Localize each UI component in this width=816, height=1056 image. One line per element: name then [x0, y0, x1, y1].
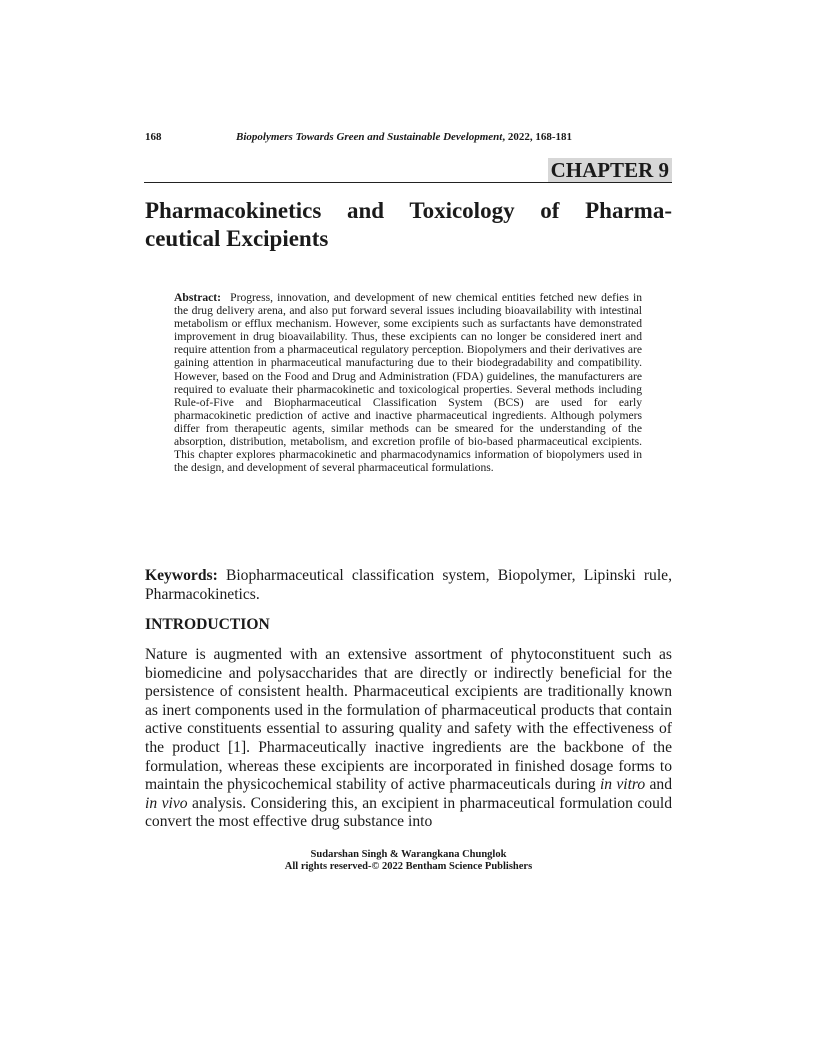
journal-citation	[236, 131, 572, 143]
journal-year-pages: , 2022, 168-181	[502, 131, 573, 143]
page-number: 168	[145, 131, 162, 143]
section-heading-introduction: INTRODUCTION	[145, 616, 270, 633]
chapter-title	[145, 197, 672, 253]
page-footer	[145, 849, 672, 873]
introduction-text-part-2: analysis. Considering this, an excipient in pharmaceutical formulation could convert the most effective drug substance into	[145, 794, 672, 831]
keywords	[145, 566, 672, 604]
introduction-joiner: and	[649, 776, 672, 794]
footer-authors: Sudarshan Singh & Warangkana Chunglok	[310, 849, 507, 860]
term-in-vitro: in vitro	[599, 776, 646, 794]
abstract	[174, 291, 642, 474]
chapter-title-line-2: ceutical Excipients	[145, 226, 329, 251]
chapter-title-line-1: Pharmacokinetics and Toxicology of Pharma-	[145, 198, 672, 223]
running-head	[145, 131, 675, 149]
journal-title: Biopolymers Towards Green and Sustainable Development	[236, 131, 503, 143]
abstract-label: Abstract:	[174, 291, 222, 304]
term-in-vivo: in vivo	[145, 794, 188, 812]
chapter-label: CHAPTER 9	[548, 158, 672, 182]
keywords-label: Keywords:	[145, 567, 218, 584]
introduction-paragraph	[145, 646, 672, 832]
introduction-text-part-1: Nature is augmented with an extensive assortment of phytoconstituent such as biomedicine and polysaccharides that are directly or indirectly beneficial for the persistence of consistent health. Pharmaceutical excipients are traditionally known as inert components used in the formulation of pharmaceutical products that contain active constituents essential to assuring quality and safety with the effectiveness of the product [1]. Pharmaceutically inactive ingredients are the backbone of the formulation, whereas these excipients are incorporated in finished dosage forms to maintain the physicochemical stability of active pharmaceuticals during	[145, 646, 672, 794]
footer-rights: All rights reserved-© 2022 Bentham Science Publishers	[284, 861, 533, 872]
keywords-text: Biopharmaceutical classification system, Biopolymer, Lipinski rule, Pharmacokinetics.	[145, 567, 672, 603]
abstract-text: Progress, innovation, and development of new chemical entities fetched new defies in the drug delivery arena, and also put forward several issues including bioavailability with intestinal metabolism or efflux mechanism. However, some excipients such as surfactants have demonstrated improvement in drug bioavailability. Thus, these excipients can no longer be considered inert and require attention from a pharmaceutical regulatory perception. Biopolymers and their derivatives are gaining attention in pharmaceutical manufacturing due to their biodegradability and compatibility. However, based on the Food and Drug and Administration (FDA) guidelines, the manufacturers are required to evaluate their pharmacokinetic and toxicological properties. Several methods including Rule-of-Five and Biopharmaceutical Classification System (BCS) are used for early pharmacokinetic prediction of active and inactive pharmaceutical ingredients. Although polymers differ from therapeutic agents, similar methods can be smeared for the understanding of the absorption, distribution, metabolism, and excretion profile of bio-based pharmaceutical excipients. This chapter explores pharmacokinetic and pharmacodynamics information of biopolymers used in the design, and development of several pharmaceutical formulations.	[174, 291, 642, 475]
header-rule	[144, 182, 672, 183]
